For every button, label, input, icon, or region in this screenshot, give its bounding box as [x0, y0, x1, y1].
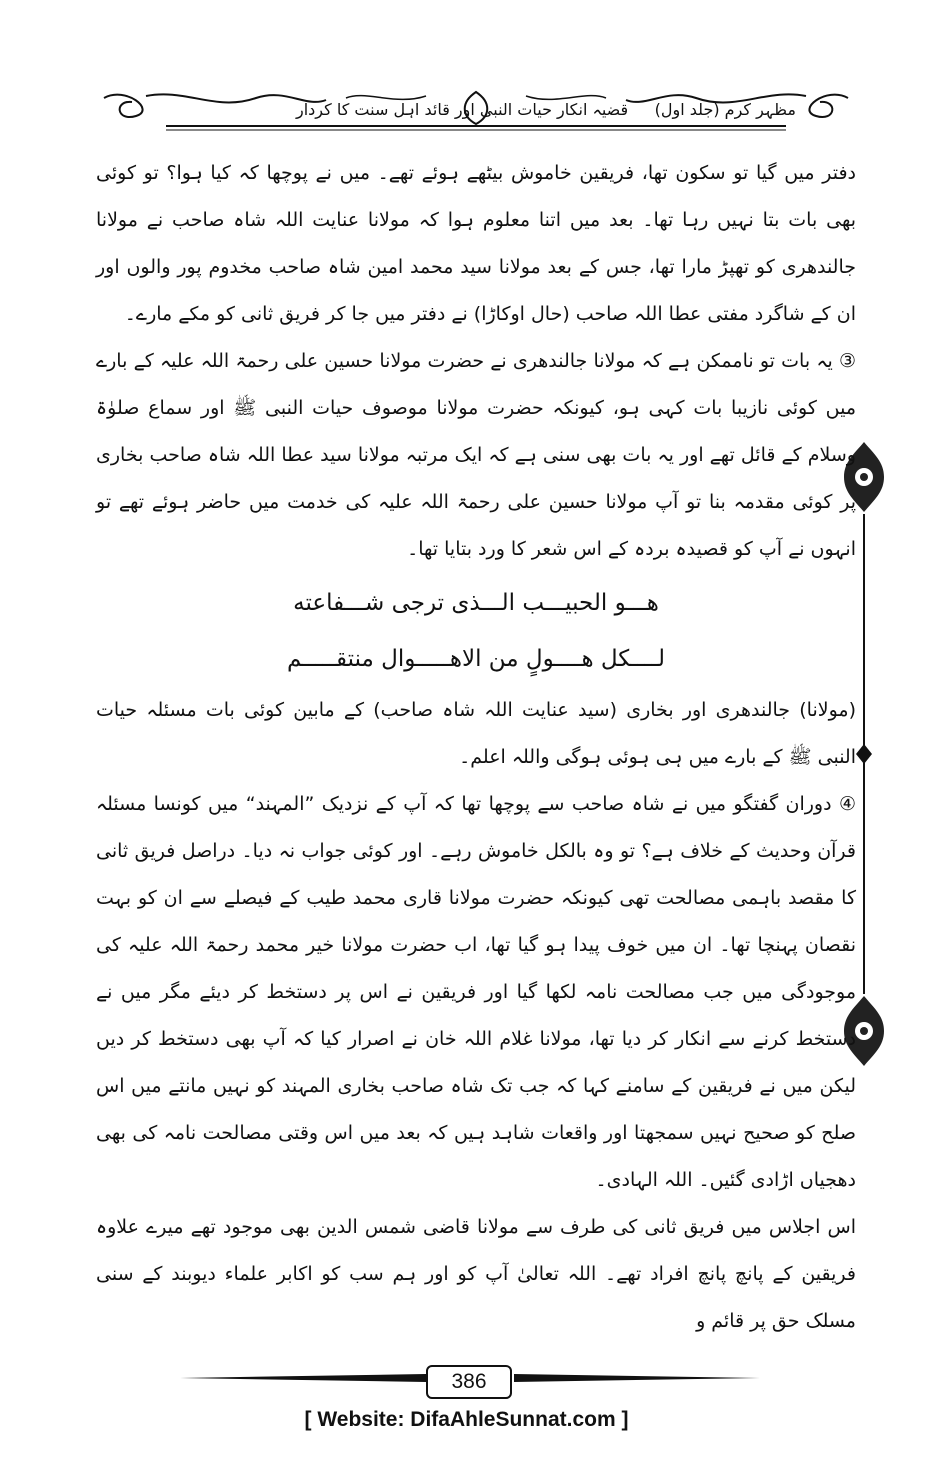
paragraph-3: (مولانا) جالندھری اور بخاری (سید عنایت اللہ شاہ صاحب) کے مابین کوئی بات مسئلہ حیات النبی ﷺ کے بارے میں ہی ہوئی ہوگی واللہ اعلم۔: [96, 699, 856, 768]
header-book-title: مظہر کرم (جلد اول): [654, 100, 796, 119]
verse-line-2: لــــكل هــــولٍ من الاهـــــوال منتقـــــم: [287, 646, 665, 672]
paragraph-2: ③ یہ بات تو ناممکن ہے کہ مولانا جالندھری نے حضرت مولانا حسین علی رحمۃ اللہ علیہ کے بارے میں کوئی نازیبا بات کہی ہو، کیونکہ حضرت مولانا موصوف حیات النبی ﷺ اور سماع صلوٰۃ وسلام کے قائل تھے اور یہ بات بھی سنی ہے کہ ایک مرتبہ مولانا سید عطا اللہ شاہ صاحب بخاری پر کوئی مقدمہ بنا تو آپ مولانا حسین علی رحمۃ اللہ علیہ کی خدمت میں حاضر ہوئے تھے تو انہوں نے آپ کو قصیدہ بردہ کے اس شعر کا ورد بتایا تھا۔: [96, 350, 856, 560]
verse-line-1: هـــو الحبيـــب الـــذى ترجى شـــفاعته: [293, 590, 659, 616]
page-body: [96, 150, 856, 1345]
paragraph-1: دفتر میں گیا تو سکون تھا، فریقین خاموش بیٹھے ہوئے تھے۔ میں نے پوچھا کہ کیا ہوا؟ تو کوئی بھی بات بتا نہیں رہا تھا۔ بعد میں اتنا معلوم ہوا کہ مولانا عنایت اللہ شاہ صاحب نے مولانا جالندھری کو تھپڑ مارا تھا، جس کے بعد مولانا سید محمد امین شاہ صاحب مخدوم پور والوں اور ان کے شاگرد مفتی عطا اللہ صاحب (حال اوکاڑا) نے دفتر میں جا کر فریق ثانی کو مکے مارے۔: [96, 162, 856, 325]
header-chapter-title: قضیہ انکار حیات النبی اور قائد اہل سنت کا کردار: [296, 100, 629, 119]
paragraph-4: ④ دوران گفتگو میں نے شاہ صاحب سے پوچھا تھا کہ آپ کے نزدیک ”المہند“ میں کونسا مسئلہ قرآن وحدیث کے خلاف ہے؟ تو وہ بالکل خاموش رہے۔ اور کوئی جواب نہ دیا۔ دراصل فریق ثانی کا مقصد باہمی مصالحت تھی کیونکہ حضرت مولانا قاری محمد طیب کے فیصلے سے ان کو بہت نقصان پہنچا تھا۔ ان میں خوف پیدا ہو گیا تھا، اب حضرت مولانا خیر محمد رحمۃ اللہ علیہ کی موجودگی میں جب مصالحت نامہ لکھا گیا اور فریقین نے اس پر دستخط کر دیئے مگر میں نے دستخط کرنے سے انکار کر دیا تھا، مولانا غلام اللہ خان نے اصرار کیا کہ آپ بھی دستخط کر دیں لیکن میں نے فریقین کے سامنے کہا کہ جب تک شاہ صاحب بخاری المہند کو نہیں مانتے میں اس صلح کو صحیح نہیں سمجھتا اور واقعات شاہد ہیں کہ بعد میں اس وقتی مصالحت نامہ کی بھی دھجیاں اڑادی گئیں۔ اللہ الہادی۔: [96, 793, 856, 1191]
page-number: 386: [426, 1365, 512, 1399]
side-divider-line: [853, 514, 875, 994]
page-header: [96, 86, 856, 142]
website-footer: [ Website: DifaAhleSunnat.com ]: [304, 1408, 629, 1431]
paragraph-5: اس اجلاس میں فریق ثانی کی طرف سے مولانا قاضی شمس الدین بھی موجود تھے میرے علاوہ فریقین کے پانچ پانچ افراد تھے۔ اللہ تعالیٰ آپ کو اور ہم سب کو اکابر علماء دیوبند کے سنی مسلک حق پر قائم و: [96, 1216, 856, 1332]
